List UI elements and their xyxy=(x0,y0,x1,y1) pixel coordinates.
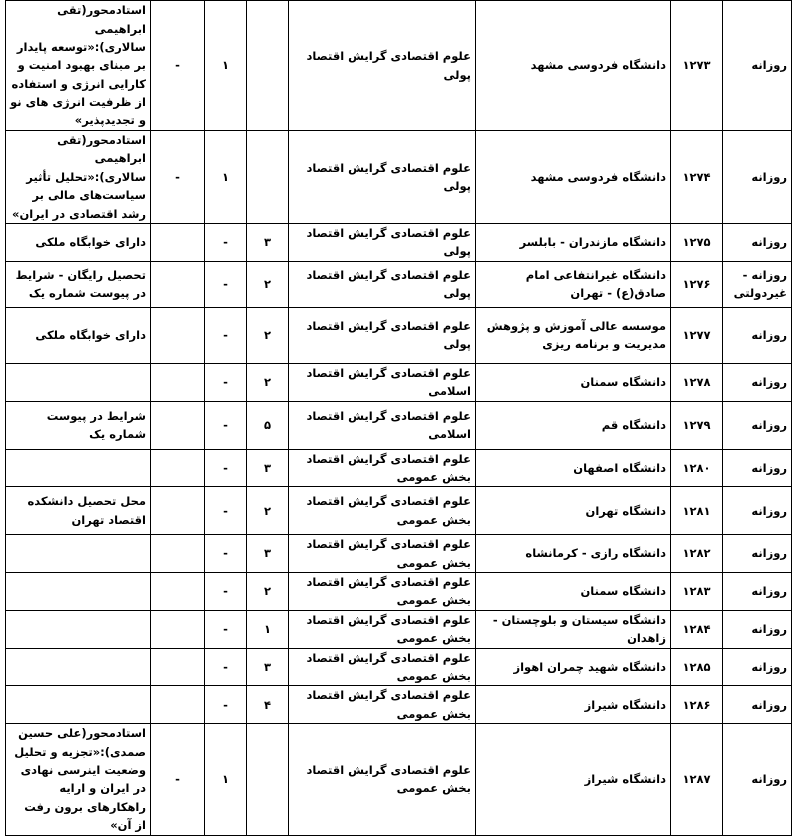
table-row xyxy=(6,610,792,648)
description-cell: دارای خوابگاه ملکی xyxy=(6,307,151,363)
major-cell: علوم اقتصادی گرایش اقتصاد بخش عمومی xyxy=(289,610,476,648)
description-cell: تحصیل رایگان - شرایط در پیوست شماره یک xyxy=(6,261,151,307)
capacity-cell-2: - xyxy=(205,487,247,535)
capacity-cell: ۲ xyxy=(247,307,289,363)
field-code-cell: ۱۲۸۰ xyxy=(671,449,723,487)
university-cell: موسسه عالی آموزش و پژوهش مدیریت و برنامه ریزی xyxy=(476,307,671,363)
table-row xyxy=(6,648,792,686)
major-cell: علوم اقتصادی گرایش اقتصاد بخش عمومی xyxy=(289,686,476,724)
major-cell: علوم اقتصادی گرایش اقتصاد بخش عمومی xyxy=(289,449,476,487)
program-type-cell: روزانه xyxy=(723,724,792,835)
university-cell: دانشگاه شیراز xyxy=(476,686,671,724)
capacity-cell-2: - xyxy=(205,307,247,363)
capacity-cell: ۳ xyxy=(247,223,289,261)
description-cell: دارای خوابگاه ملکی xyxy=(6,223,151,261)
description-cell xyxy=(6,648,151,686)
university-cell: دانشگاه سمنان xyxy=(476,363,671,401)
capacity-cell-3 xyxy=(151,261,205,307)
university-cell: دانشگاه سمنان xyxy=(476,573,671,611)
program-type-cell: روزانه xyxy=(723,131,792,224)
capacity-cell: ۳ xyxy=(247,648,289,686)
capacity-cell: ۴ xyxy=(247,686,289,724)
university-cell: دانشگاه تهران xyxy=(476,487,671,535)
table-row xyxy=(6,535,792,573)
program-type-cell: روزانه xyxy=(723,1,792,131)
table-row xyxy=(6,131,792,224)
description-cell xyxy=(6,449,151,487)
major-cell: علوم اقتصادی گرایش اقتصاد بخش عمومی xyxy=(289,573,476,611)
field-code-cell: ۱۲۷۴ xyxy=(671,131,723,224)
capacity-cell-2: - xyxy=(205,449,247,487)
university-cell: دانشگاه شیراز xyxy=(476,724,671,835)
table-row xyxy=(6,724,792,835)
field-code-cell: ۱۲۸۴ xyxy=(671,610,723,648)
major-cell: علوم اقتصادی گرایش اقتصاد بخش عمومی xyxy=(289,648,476,686)
description-cell: استادمحور(تقی ابراهیمی سالاری):«تحلیل تأثیر سیاست‌های مالی بر رشد اقتصادی در ایران» xyxy=(6,131,151,224)
university-cell: دانشگاه غیرانتفاعی امام صادق(ع) - تهران xyxy=(476,261,671,307)
field-code-cell: ۱۲۸۱ xyxy=(671,487,723,535)
capacity-cell-3 xyxy=(151,648,205,686)
capacity-cell: ۲ xyxy=(247,363,289,401)
major-cell: علوم اقتصادی گرایش اقتصاد بخش عمومی xyxy=(289,535,476,573)
table-row xyxy=(6,223,792,261)
program-type-cell: روزانه - غیردولتی xyxy=(723,261,792,307)
field-code-cell: ۱۲۸۷ xyxy=(671,724,723,835)
capacity-cell-2: - xyxy=(205,610,247,648)
major-cell: علوم اقتصادی گرایش اقتصاد پولی xyxy=(289,131,476,224)
table-row xyxy=(6,487,792,535)
capacity-cell xyxy=(247,724,289,835)
capacity-cell: ۲ xyxy=(247,261,289,307)
university-cell: دانشگاه قم xyxy=(476,401,671,449)
university-cell: دانشگاه سیستان و بلوچستان - زاهدان xyxy=(476,610,671,648)
capacity-cell-3 xyxy=(151,449,205,487)
capacity-cell-2: - xyxy=(205,401,247,449)
description-cell xyxy=(6,535,151,573)
capacity-cell-2: - xyxy=(205,223,247,261)
university-cell: دانشگاه رازی - کرمانشاه xyxy=(476,535,671,573)
capacity-cell: ۳ xyxy=(247,535,289,573)
major-cell: علوم اقتصادی گرایش اقتصاد پولی xyxy=(289,307,476,363)
major-cell: علوم اقتصادی گرایش اقتصاد پولی xyxy=(289,261,476,307)
major-cell: علوم اقتصادی گرایش اقتصاد اسلامی xyxy=(289,401,476,449)
university-cell: دانشگاه مازندران - بابلسر xyxy=(476,223,671,261)
program-type-cell: روزانه xyxy=(723,487,792,535)
capacity-cell: ۱ xyxy=(247,610,289,648)
table-row xyxy=(6,307,792,363)
major-cell: علوم اقتصادی گرایش اقتصاد پولی xyxy=(289,223,476,261)
capacity-cell-2: - xyxy=(205,648,247,686)
capacity-cell-3 xyxy=(151,686,205,724)
field-code-cell: ۱۲۷۵ xyxy=(671,223,723,261)
capacity-cell-2: - xyxy=(205,535,247,573)
field-code-cell: ۱۲۸۵ xyxy=(671,648,723,686)
capacity-cell-3 xyxy=(151,223,205,261)
capacity-cell-2: - xyxy=(205,686,247,724)
program-type-cell: روزانه xyxy=(723,648,792,686)
university-cell: دانشگاه فردوسی مشهد xyxy=(476,131,671,224)
description-cell xyxy=(6,686,151,724)
program-type-cell: روزانه xyxy=(723,401,792,449)
program-type-cell: روزانه xyxy=(723,573,792,611)
program-type-cell: روزانه xyxy=(723,307,792,363)
university-cell: دانشگاه شهید چمران اهواز xyxy=(476,648,671,686)
program-type-cell: روزانه xyxy=(723,449,792,487)
university-cell: دانشگاه فردوسی مشهد xyxy=(476,1,671,131)
program-type-cell: روزانه xyxy=(723,363,792,401)
major-cell: علوم اقتصادی گرایش اقتصاد پولی xyxy=(289,1,476,131)
capacity-cell-3 xyxy=(151,401,205,449)
description-cell xyxy=(6,573,151,611)
field-code-cell: ۱۲۷۳ xyxy=(671,1,723,131)
description-cell: شرایط در پیوست شماره یک xyxy=(6,401,151,449)
field-code-cell: ۱۲۷۶ xyxy=(671,261,723,307)
field-code-cell: ۱۲۷۸ xyxy=(671,363,723,401)
table-row xyxy=(6,686,792,724)
admissions-table xyxy=(5,0,792,836)
table-row xyxy=(6,1,792,131)
capacity-cell-3: - xyxy=(151,1,205,131)
capacity-cell-3: - xyxy=(151,131,205,224)
capacity-cell: ۲ xyxy=(247,487,289,535)
capacity-cell xyxy=(247,131,289,224)
field-code-cell: ۱۲۷۷ xyxy=(671,307,723,363)
capacity-cell-3 xyxy=(151,307,205,363)
field-code-cell: ۱۲۸۶ xyxy=(671,686,723,724)
major-cell: علوم اقتصادی گرایش اقتصاد اسلامی xyxy=(289,363,476,401)
capacity-cell-2: - xyxy=(205,261,247,307)
field-code-cell: ۱۲۸۳ xyxy=(671,573,723,611)
capacity-cell: ۵ xyxy=(247,401,289,449)
university-cell: دانشگاه اصفهان xyxy=(476,449,671,487)
table-row xyxy=(6,449,792,487)
capacity-cell-2: ۱ xyxy=(205,724,247,835)
description-cell: محل تحصیل دانشکده اقتصاد تهران xyxy=(6,487,151,535)
capacity-cell: ۲ xyxy=(247,573,289,611)
capacity-cell-3 xyxy=(151,610,205,648)
program-type-cell: روزانه xyxy=(723,223,792,261)
field-code-cell: ۱۲۷۹ xyxy=(671,401,723,449)
program-type-cell: روزانه xyxy=(723,535,792,573)
field-code-cell: ۱۲۸۲ xyxy=(671,535,723,573)
capacity-cell-2: ۱ xyxy=(205,1,247,131)
capacity-cell xyxy=(247,1,289,131)
program-type-cell: روزانه xyxy=(723,610,792,648)
program-type-cell: روزانه xyxy=(723,686,792,724)
table-row xyxy=(6,573,792,611)
capacity-cell-3 xyxy=(151,535,205,573)
table-row xyxy=(6,363,792,401)
capacity-cell: ۳ xyxy=(247,449,289,487)
capacity-cell-3 xyxy=(151,487,205,535)
major-cell: علوم اقتصادی گرایش اقتصاد بخش عمومی xyxy=(289,724,476,835)
capacity-cell-3 xyxy=(151,573,205,611)
major-cell: علوم اقتصادی گرایش اقتصاد بخش عمومی xyxy=(289,487,476,535)
table-row xyxy=(6,401,792,449)
description-cell: استادمحور(علی حسین صمدی):«تجزیه و تحلیل وضعیت اینرسی نهادی در ایران و ارایه راهکارهای برون رفت از آن» xyxy=(6,724,151,835)
capacity-cell-3 xyxy=(151,363,205,401)
capacity-cell-2: ۱ xyxy=(205,131,247,224)
description-cell xyxy=(6,610,151,648)
table-row xyxy=(6,261,792,307)
capacity-cell-2: - xyxy=(205,573,247,611)
description-cell xyxy=(6,363,151,401)
capacity-cell-2: - xyxy=(205,363,247,401)
capacity-cell-3: - xyxy=(151,724,205,835)
description-cell: استادمحور(تقی ابراهیمی سالاری):«توسعه پایدار بر مبنای بهبود امنیت و کارایی انرژی و استفاده از ظرفیت انرژی های نو و تجدیدپذیر» xyxy=(6,1,151,131)
